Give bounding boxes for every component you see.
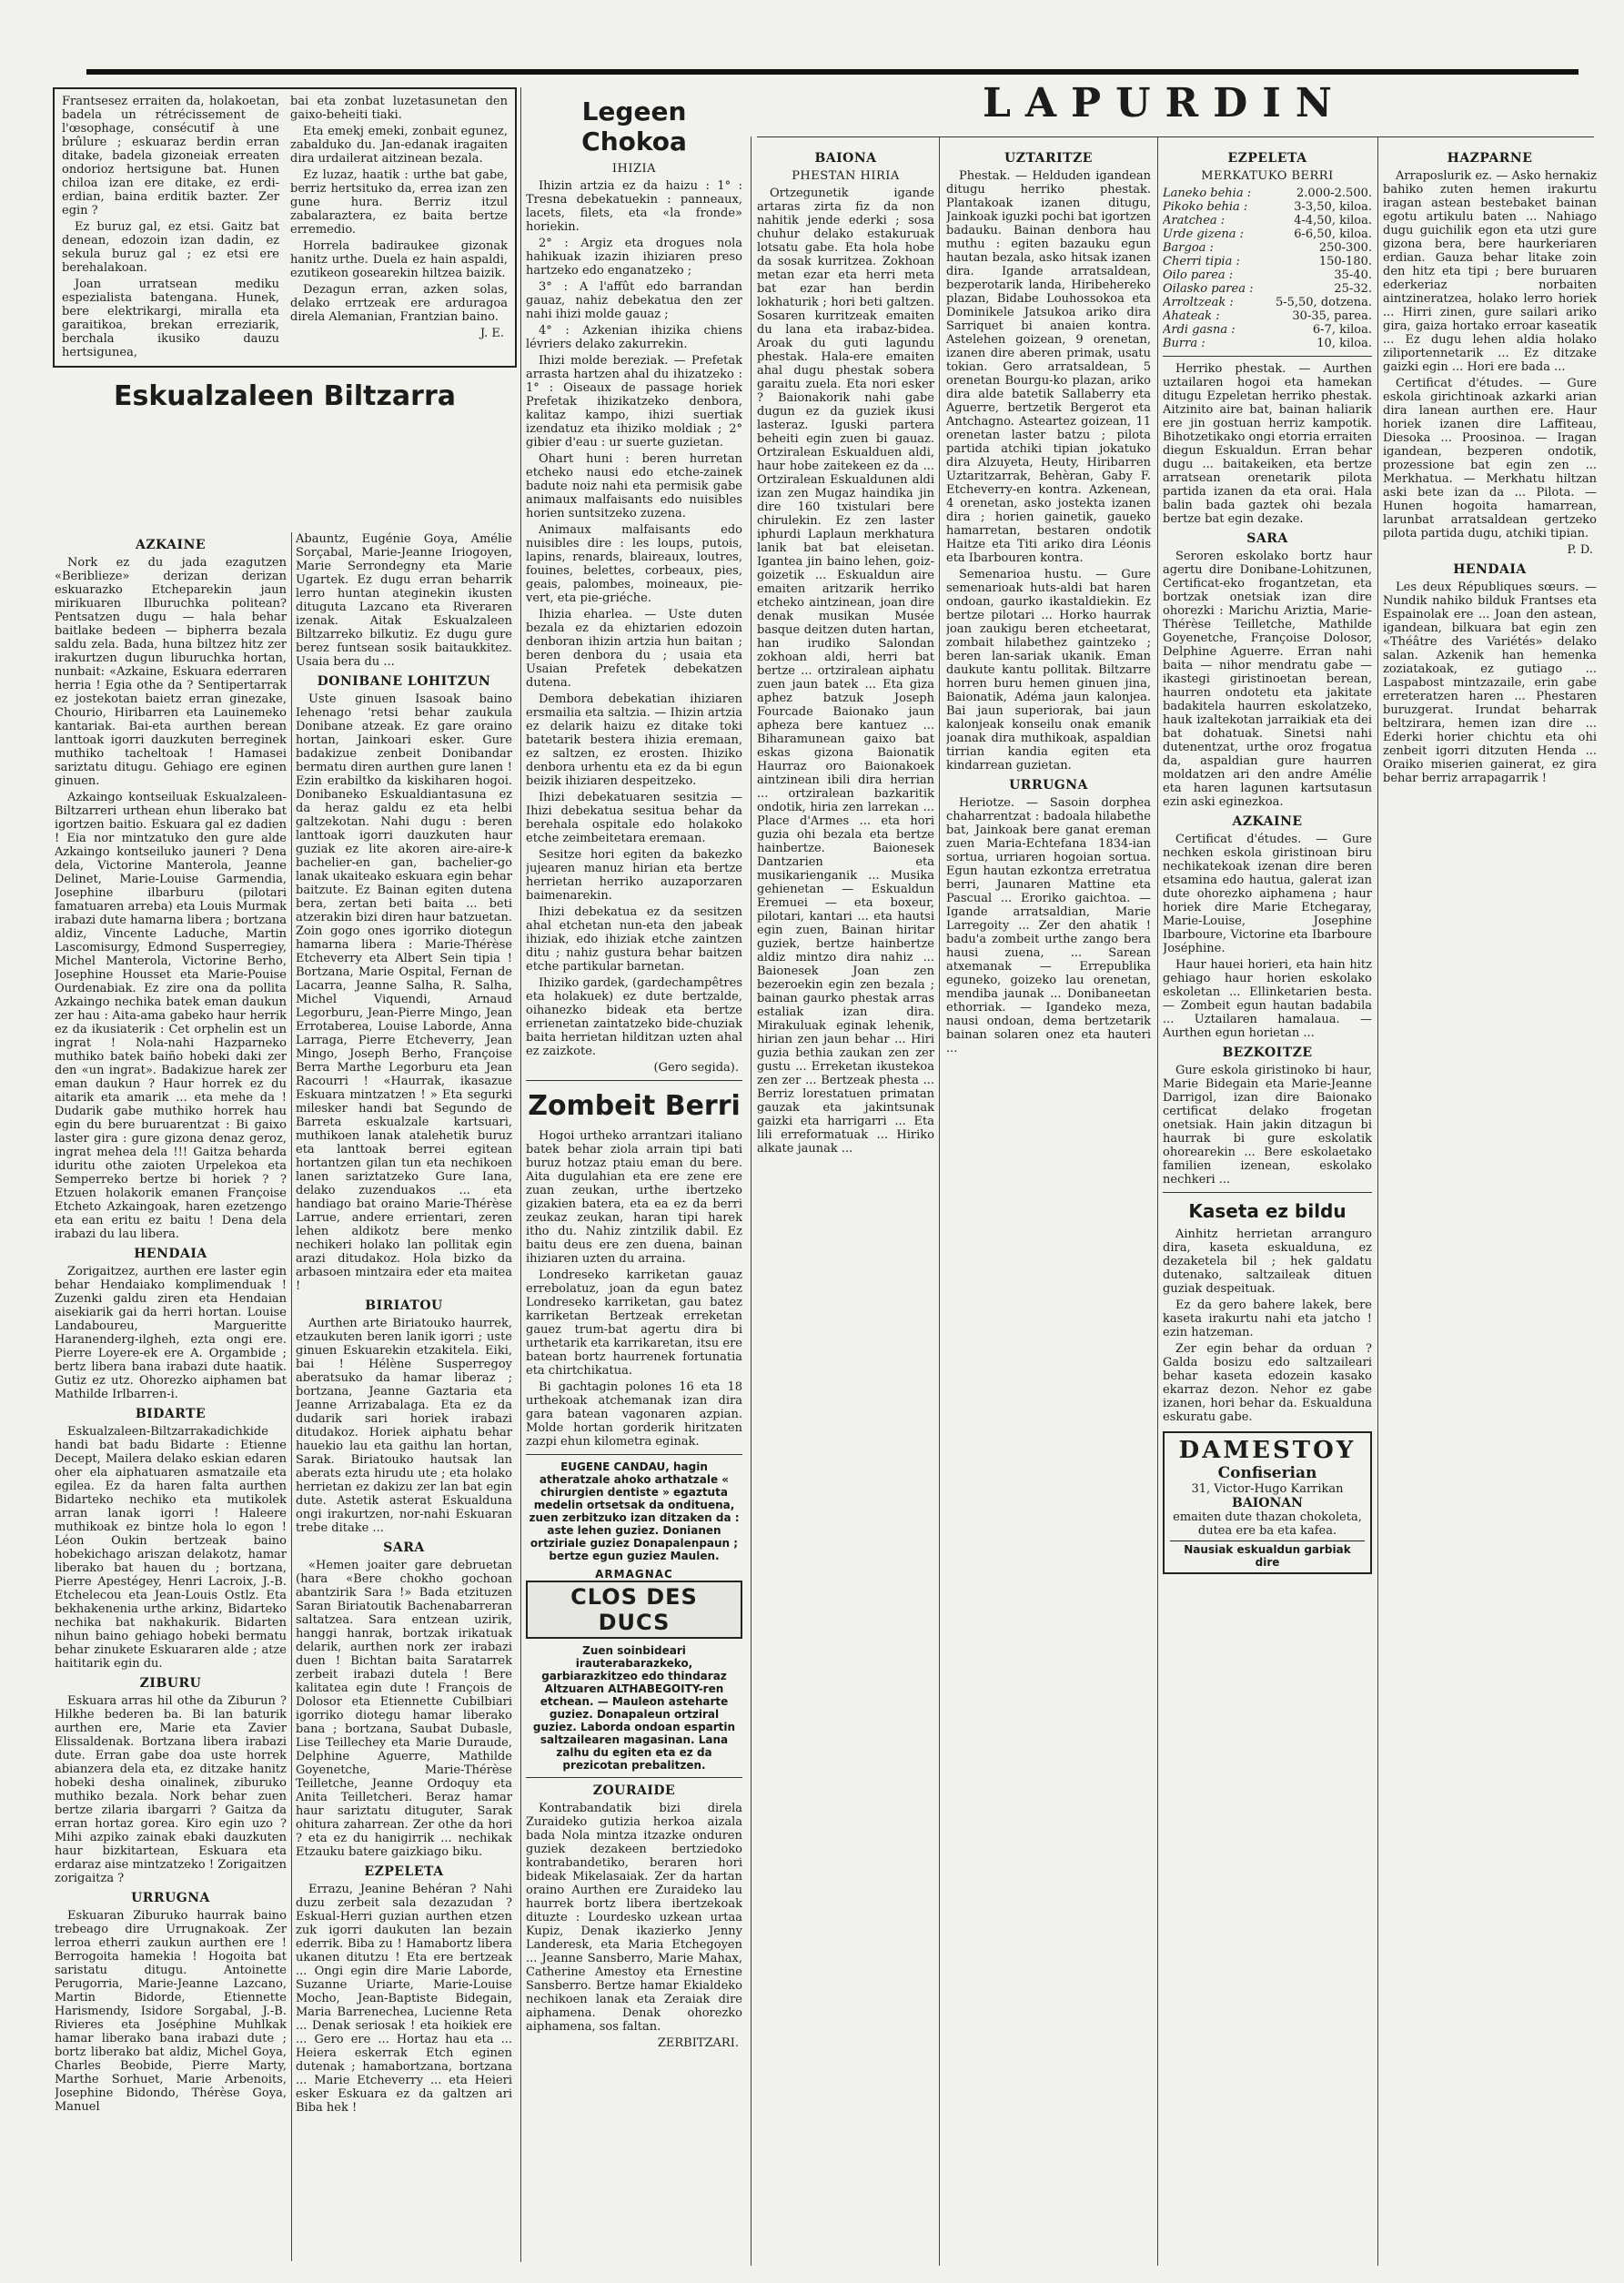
column-7	[1383, 146, 1597, 2266]
price-list	[1163, 187, 1372, 350]
column-5	[946, 146, 1151, 2266]
azkaine-heading: AZKAINE	[135, 538, 207, 552]
biriatou-text: Aurthen arte Biriatouko haurrek, etzaukuten beren lanik igorri ; uste ginuen Eskuarekin etzakitela. Eiki, bai ! Hélène Susperregoy aberatsuko da hamar liberaz ; bortzana, Jeanne Gaztaria eta Jeanne Arrizabalaga. Eta ez da dudarik sari horiek irabazi ditudakoz. Horiek aiphatu behar hauekio lau eta gaithu lan hortan, Sarak. Biriatouko hautsak lan aberats ezta hirudu ute ; eta holako herrietan ez dakizu zer lan bat egin dute. Astetik asterat Eskualduna ongi irakurtzen, nor-nahi Eskuaran trebe ditake ...	[296, 1317, 512, 1535]
price-value: 150-180.	[1318, 255, 1372, 268]
hazparne-signature: P. D.	[1567, 543, 1593, 557]
price-row	[1163, 323, 1372, 337]
damestoy-type: Confiserian	[1217, 1464, 1317, 1482]
price-value: 3-3,50, kiloa.	[1294, 200, 1372, 214]
kaseta-p1: Ainhitz herrietan arranguro dira, kaseta eskualduna, ez dezaketela bil ; hek galdatu dutenako, saltzaileak dituen guziak despeituak.	[1163, 1227, 1372, 1296]
price-row	[1163, 227, 1372, 241]
top-rule	[86, 69, 1579, 75]
bezkoitze-text: Gure eskola giristinoko bi haur, Marie Bidegain eta Marie-Jeanne Darrigol, izan dire Baionako certificat delako frogetan onetsiak. Hain jakin ditzagun bi haurrak bi gure eskolatik ohorearekin ... Bere eskolaetako familien izenean, eskolako nechkeri ...	[1163, 1064, 1372, 1187]
armagnac-top: ARMAGNAC	[595, 1568, 673, 1581]
price-value: 6-7, kiloa.	[1312, 323, 1372, 337]
legeen-p1: Ihizin artzia ez da haizu : 1° : Tresna debekatuekin : panneaux, lacets, filets, eta «la fronde» horiekin.	[526, 179, 742, 234]
bidarte-heading: BIDARTE	[135, 1407, 207, 1421]
intro-b3: Ez luzaz, haatik : urthe bat gabe, berriz hertsituko da, errea izan zen gune hura. Berriz itzul zabalaraztera, ez baita bertze erremedio.	[290, 168, 508, 237]
price-value: 30-35, parea.	[1292, 309, 1372, 323]
masthead: LAPURDIN	[982, 80, 1347, 126]
baiona-subheading: PHESTAN HIRIA	[792, 169, 900, 183]
price-label: Pikoko behia :	[1163, 200, 1248, 214]
intro-box-area	[53, 87, 517, 419]
price-label: Urde gizena :	[1163, 227, 1244, 241]
intro-b2: Eta emekj emeki, zonbait egunez, zabalduko du. Jan-edanak iragaiten dira urdailerat aitzinean bezala.	[290, 125, 508, 166]
ezpeleta-heading: EZPELETA	[364, 1864, 444, 1879]
ezpeleta2-text: Herriko phestak. — Aurthen uztailaren hogoi eta hamekan ditugu Ezpeletan herriko phestak. Aitzinito aire bat, bainan haliarik ere jin gostuan herriz kampotik. Bihotzetikako ongi etorria erraiten diegun Eskualdun. Erran behar dugu ... baitakeiken, eta bertze arratsean orenetarik pilota partida izanen da eta orai. Hala balin bada gaztek ohi bezala bertze bat egin dezake.	[1163, 362, 1372, 526]
legeen-p4: 4° : Azkenian ihizika chiens lévriers delako zakurrekin.	[526, 324, 742, 351]
urrugna-heading: URRUGNA	[131, 1891, 210, 1905]
intro-b5: Dezagun erran, azken solas, delako errtzeak ere arduragoa direla Alemanian, Frantzian baino.	[290, 283, 508, 324]
urrugna-text: Eskuaran Ziburuko haurrak baino trebeago dire Urrugnakoak. Zer lerroa etherri zaukun aurthen ere ! Berrogoita hamekia ! Hogoita bat saristatu ditugu. Antoinette Perugorria, Marie-Jeanne Lazcano, Martin Bidorde, Etiennette Harismendy, Isidore Sorgabal, J.-B. Rivieres eta Joséphine Muhlkak hamar liberako bana irabazi dute ; bortz liberako bat aldiz, Michel Goya, Charles Beobide, Pierre Marty, Marthe Sorhuet, Marie Arbenoits, Josephine Bidondo, Thérèse Goya, Manuel	[55, 1909, 287, 2114]
zouraide-text: Kontrabandatik bizi direla Zuraideko gutizia herkoa aizala bada Nola mintza itzazke onduren guziek dezakeen bertziedoko kontrabandetiko, beraren hori bideak Mikelasaiak. Zer da hartan oraino Aurthen ere Zuraideko lau haurrek bortz libera ibertzekoak dituzte : Lourdesko uzkean urtaa Kupiz, Denak ikazierko Jenny Landeresk, eta Maria Etchegoyen ... Jeanne Sansberro, Marie Mahax, Catherine Amestoy eta Ernestine Sansberro. Bertze hamar Ekialdeko nechikoen lanak eta Zeraiak dire aiphamena. Denak ohorezko aiphamena, sos faltan.	[526, 1802, 742, 2034]
ezpeleta2-heading: EZPELETA	[1227, 151, 1307, 166]
price-row	[1163, 255, 1372, 268]
column-1	[55, 532, 287, 2261]
uztaritze-text: Phestak. — Helduden igandean ditugu herriko phestak. Plantakoak izanen ditugu, Jainkoak iguzki pochi bat igortzen badauku. Bainan denbora hau muthu : egiten bazauku egun hautan bezala, asko hitsak izanen dira. Igande arratsaldean, bezperotarik landa, Hiribehereko plazan, Bidabe Louhossokoa eta Dominikele Jatsukoa ariko dira Sarriquet bi anaien kontra. Astelehen goizean, 9 orenetan, izanen dire aberen primak, usatu tokian. Gero arratsaldean, 5 orenetan Bourgu-ko plazan, ariko dira alde batetik Sallaberry eta Aguerre, bertzetik Bergerot eta Antchagno. Asteartez goizean, 11 orenetan laster batzu ; pilota partida atchiki tipian jokatuko dira Alzuyeta, Heuty, Hiribarren Uztaritzarrak, Behèran, Gaby F. Etcheverry-en kontra. Azkenean, 4 orenetan, asko jostekta izanen dira ; horien gainetik, gaueko hamarretan, bestaren ondotik Haitze eta Titi ariko dira Léonis eta Ibarbouren kontra.	[946, 169, 1151, 565]
legeen-title: Legeen Chokoa	[581, 96, 687, 157]
legeen-p5: Ihizi molde bereziak. — Prefetak arrasta hartzen ahal du ihizatzeko : 1° : Oiseaux de passage horiek Prefetak ihizikatzeko denbora, kalitaz kampo, ihizi suertiak izendatuz eta ihiziko moldiak ; 2° gibier d'eau : ur suerte guzietan.	[526, 354, 742, 450]
col2-p1: Abauntz, Eugénie Goya, Amélie Sorçabal, Marie-Jeanne Iriogoyen, Marie Serrondegny eta Marie Ugartek. Ez dugu erran beharrik lerro huntan ateginekin ikusten dituguta Lazcano eta Riveraren izenak. Aitak Eskualzaleen Biltzarreko bilkutiz. Ez dugu gure berez funtsean sosik baitaukkitez. Usaia bera du ...	[296, 532, 512, 669]
price-label: Laneko behia :	[1163, 187, 1252, 200]
bezkoitze-heading: BEZKOITZE	[1222, 1046, 1313, 1060]
price-row	[1163, 187, 1372, 200]
price-label: Ahateak :	[1163, 309, 1220, 323]
armagnac-ad	[526, 1568, 742, 1639]
hendaia-heading: HENDAIA	[134, 1247, 207, 1261]
legeen-p12: Ihizi debekatua ez da sesitzen ahal etchetan nun-eta den jabeak ihiziak, edo ihiziak etche zaintzen ditu ; nahiz gustura behar baitzen etche partikular barnetan.	[526, 905, 742, 974]
ezpeleta-text: Errazu, Jeanine Behéran ? Nahi duzu zerbeit sala dezazudan ? Eskual-Herri guzian aurthen etzen zuk igorri daukuten lan bezain ederrik. Biba zu ! Hamabortz libera ukanen ditutzu ! Eta ere bertzeak ... Ongi egin dire Marie Laborde, Suzanne Uriarte, Marie-Louise Mocho, Jean-Baptiste Bidegain, Maria Barrenechea, Lucienne Reta ... Denak seriosak ! eta hoikiek ere ... Gero ere ... Hortaz hau eta ... Heiera eskerrak Etch eginen dutenak ; hamabortzana, bortzana ... Marie Etcheverry ... eta Heieri esker Eskuara ez da galtzen ari Biba hek !	[296, 1883, 512, 2115]
legeen-p6: Ohart huni : beren hurretan etcheko nausi edo etche-zainek badute noiz nahi eta permisik gabe animaux malfaisants edo nuisibles horien suntsitzeko zuzena.	[526, 452, 742, 520]
price-row	[1163, 214, 1372, 227]
sara2-text: Seroren eskolako bortz haur agertu dire Donibane-Lohitzunen, Certificat-eko frogantzetan, eta bortzak onetsiak izan dire ohorezki : Marichu Ariztia, Marie-Thérèse Teilletche, Mathilde Goyenetche, Françoise Dolosor, Delphine Aguerre. Erran nahi baita — nihor mendratu gabe — ikastegi giristinoetan berean, haurren ondotetu eta jakitate badakitela haurren eskolatzeko, hauk izaltekotan jarraikiak eta dei bat dohatuak. Sinetsi nahi dutenentzat, urthe oroz frogatua da, aspaldian gure haurren moldatzen ari den andre Amélie eta haren lagunen kartsutasun ezin aski eginezkoa.	[1163, 550, 1372, 809]
legeen-signature: (Gero segida).	[653, 1061, 739, 1075]
ezpeleta2-subheading: MERKATUKO BERRI	[1201, 169, 1334, 183]
zombeit-p3: Bi gachtagin polones 16 eta 18 urthekoak atchemanak izan dira gara batean vagonaren azpian. Molde hortan gorderik hiritzaten zazpi ehun kilometra eginak.	[526, 1380, 742, 1449]
hendaia2-text: Les deux Républiques sœurs. — Nundik nahiko bilduk Frantses eta Espainolak ere ... Joan den astean, igandean, bilkuara bat egin zen «Théâtre des Variétés» delako salan. Azkenik han hemenka zoziatakoak, ez gutiago ... Laspabost mintzazaile, erin gabe erreteratzen haren ... Phestaren buruzgerat. Irundat beharrak beltzirara, hemen izan dire ... Ederki horier chichtu eta ohi zenbeit igorri ditzuten Henda ... Oraiko miserien gainerat, ez gira behar berriz arrapagarrik !	[1383, 581, 1597, 785]
legeen-p9: Dembora debekatian ihiziaren ersmailia eta saltzia. — Ihizin artzia ez delarik haizu ez ditake toki batetarik bestera ihizia eremaan, ez saltzen, ez erosten. Ihiziko denbora urhentu eta ez da bi egun beizik ihiziaren despeitzeko.	[526, 692, 742, 788]
column-6	[1163, 146, 1372, 2266]
ihizia-heading: IHIZIA	[611, 162, 657, 176]
legeen-p11: Sesitze hori egiten da bakezko jujearen manuz hirian eta bertze herrietan herriko auzaporzaren baimenarekin.	[526, 848, 742, 903]
intro-box	[53, 87, 517, 368]
hendaia2-heading: HENDAIA	[1453, 562, 1527, 577]
armagnac-main: CLOS DES DUCS	[526, 1581, 742, 1639]
intro-p1: Frantsesez erraiten da, holakoetan, badela un rétrécissement de l'œsophage, consécutif à une brûlure ; eskuaraz berdin erran ditake, badela gizoneiak erreaten ondorioz hertsigune bat. Hunen chiloa izan ere ditake, ez erdi-erdian, baina erditik bazter. Zer egin ?	[62, 95, 279, 217]
candau-ad: EUGENE CANDAU, hagin atheratzale ahoko arthatzale « chirurgien dentiste » egaztuta medelin ortsetsak da ondituena, zuen zerbitzuko izan ditzaken da : aste lehen guziez. Donianen ortziriale guziez Donapalenpaun ; bertze egun guziez Maulen.	[529, 1460, 740, 1562]
baiona-text: Ortzegunetik igande artaras zirta fiz da non nahitik jende ederki ; sosa chuhur delako estakuruak lotsatu gabe. Eta hola hobe da sosak kurritzea. Zokhoan metan ezar eta herri meta bat ezar han berdin lokhaturik ; hori beti galtzen. Sosaren kurritzeak emaiten du lana eta irabaz-bidea. Aroak du guti lagundu phestak. Hala-ere emaiten ahal dugu phestak sobera garaitu zuela. Eta nori esker ? Baionakorik nahi gabe dugun ez da guziek ikusi lasteraz. Iguski partera beheiti egin zuen bi gauaz. Ortziralean Eskualduen aldi, haur hobe zaitekeen ez da ... Ortziralean Eskualdunen aldi izan zen Mugaz haindika jin dire 160 txistulari bere chirulekin. Ez zen laster iphurdi Laplaun merkhatura lanik bat bat eleisetan. Igantea jin baino lehen, goiz-goizetik ... Eskualdun aire emaiten aritzarik herriko etcheko aintzinean, joan dire denak musikan Musée basque deitzen duten hartan, han irudiko Salondan zokhoan aldi, herri bat bertze ... ortziralean aiphatu zuen jaun batek ... Eta giza aphez batzuk Joseph Fourcade Baionako jaun apheza bere kantuez ... Biharamunean gaixo bat eskas gizona Baionatik Haurraz oro Baionakoek aintzinean ibili dira herrian ... ortziralean bazkaritik ondotik, hiria zen larrekan ... Place d'Armes ... eta hori guzia ohi bezala eta bertze hainbertze. Baionesek Dantzarien eta musikarienganik ... Musika gehienetan — Eskualdun Eremuei — eta boxeur, pilotari, kantari ... eta hautsi egin zuen, Bainan hiritar guziek, bertze hainbertze aldiz mintzo dira nahiz ... Baionesek Joan zen bezeroekin egin zen bezala ; bainan gaurko phestak arras estaliak izan dira. Mirakuluak eginak lehenik, hirian zen jaun behar ... Hiri guzia bethia zaukan zen zer gustu ... Erreketan ikustekoa zen zer ... Bertzeak phesta ... Berriz lorestatuen primatan gauzak eta jakintsunak gaizki eta harrigarri ... Eta lili erreformatuak ... Hiriko alkate jaunak ...	[757, 187, 934, 1156]
azkaine2-text-b: Haur hauei horieri, eta hain hitz gehiago haur horien eskolako eskoletan ... Ellinketarien besta. — Zombeit egun hautan badabila ... Uztailaren hamalaua. — Aurthen egun horietan ...	[1163, 958, 1372, 1040]
price-value: 250-300.	[1318, 241, 1372, 255]
column-4	[757, 146, 934, 2266]
price-label: Oilo parea :	[1163, 268, 1234, 282]
price-row	[1163, 200, 1372, 214]
ziburu-text: Eskuara arras hil othe da Ziburun ? Hilkhe bederen ba. Bi lan baturik aurthen ere, Marie eta Zavier Elissaldenak. Bortzana libera irabazi dute. Erran gabe doa uste horrek abianzera dela eta, ez ditzake hanitz hobeki desha oinalinek, ziburuko muthiko bezala. Nork behar zuen bertze zilaria ibargarri ? Gaitza da erran hortaz gorea. Kiro egin uzo ? Mihi azpiko zainak ebaki dauzkuten haur bizkitartean, Eskuara eta erdaraz aise mintzatzeko ! Zorigaitzen zorigaitza ?	[55, 1694, 287, 1885]
damestoy-line1: emaiten dute thazan chokoleta, dutea ere ba eta kafea.	[1173, 1510, 1362, 1538]
azkaine2-text: Certificat d'études. — Gure nechken eskola giristinoan biru nechikatekoak izenan dire beren etsamina edo hautua, galerat izan dute ohorezko aiphamena ; haur horiek dire Marie Etchegaray, Marie-Louise, Josephine Ibarboure, Victorine eta Ibarboure Joséphine.	[1163, 833, 1372, 955]
intro-signature: J. E.	[479, 327, 504, 340]
legeen-p7: Animaux malfaisants edo nuisibles dire : les loups, putois, lapins, renards, blaireaux, loutres, fouines, belettes, corbeaux, pies, geais, palombes, moineaux, pie-vert, eta pie-griéche.	[526, 523, 742, 605]
uztaritze-text-b: Semenarioa hustu. — Gure semenarioak huts-aldi bat haren ondoan, gaurko ikastaldiekin. Ez bertze pilotari ... Horko haurrak joan zaukigu beren etcheetarat, zombait hilabethez gaintzeko ; beren lan-sariak ukanik. Eman daukute kantu pollitak. Biltzarre horren buru hemen ginuen jina, Baionatik, Adéma jaun kalonjea. Bai jaun superiorak, bai jaun kalonjeak konseilu onak emanik joanak dira muthikoak, aspaldian tirrian kandia egiten eta kindarrean guzietan.	[946, 568, 1151, 773]
damestoy-line2: Nausiak eskualdun garbiak dire	[1170, 1541, 1365, 1569]
legeen-p2: 2° : Argiz eta drogues nola hahikuak izazin ihiziaren preso hartzeko edo enganatzeko ;	[526, 237, 742, 278]
price-value: 5-5,50, dotzena.	[1275, 296, 1372, 309]
donibane-text: Uste ginuen Isasoak baino Iehenago 'retsi behar zaukula Donibane atzeak. Ez gare oraino hortan, Jainkoari esker. Gure badakizue zenbeit Donibandar bermatu diren aurthen gure lanen ! Ezin erabiltko da kiskiharen hogoi. Donibaneko Eskualdiantasuna ez da heraz galdu ez eta helbi galtzekotan. Nahi dugu : beren lanttoak igorri dauzkuten haur guziak ez lite akoren aire-aire-k bachelier-en gan, bachelier-go lanak ukaiteako eskuara egin behar baitzute. Ez Bainan egiten dutena bera, zertan beti baita ... beti atzerakin bizi diren haur batzuetan. Zoin gogo ones igorriko diotegun hamarna libera : Marie-Thérèse Etcheverry eta Albert Sein tipia ! Bortzana, Marie Ospital, Fernan de Lacarra, Jeanne Salha, R. Salha, Michel Viquendi, Arnaud Legorburu, Jean-Pierre Mingo, Jean Errotaberea, Louise Laborde, Anna Larraga, Pierre Etcheverry, Jean Mingo, Joseph Berho, Françoise Berra Marthe Legorburu eta Jean Racourri ! «Haurrak, ikasazue Eskuara mintzatzen ! » Eta segurki milesker handi bat Segundo de Barreta eskualzale kartsuari, muthikoen lanak atalehetik buruz eta lanttoak berrei egitean hortantzen gilan tun eta nechikoen lanen sariztatzeko Gure Iana, delako zuzenduakos ... eta handiago bat oraino Marie-Thérèse Larrue, andere errientari, zeren lehen aldikotz bere menko nechikeri holako lan pollitak egin arazi ditudakoz. Hola bizko da arbasoen mintzaira eder eta maitea !	[296, 692, 512, 1293]
damestoy-city: BAIONAN	[1232, 1496, 1303, 1510]
zouraide-signature: ZERBITZARI.	[657, 2036, 739, 2050]
azkaine2-heading: AZKAINE	[1232, 814, 1303, 829]
azkaine-p1: Nork ez du jada ezagutzen «Beriblieze» derizan derizan eskuarazko Etcheparekin jaun mirikuaren Ilburuchka politean? Pentsatzen dugu — hala behar baitlake bedeen — bipherra bezala saldu zela. Bada, huna biltzez hitz zer irakurtzen dugun liburuchka hortan, nunbait: «Azkaine, Eskuara ederraren herria ! Egia othe da ? Sentipertarrak ez jostekotan baietz erran ginezake, Chourio, Hiribarren eta Lauinemeko kantariak. Bai-eta aurthen berean lanttoak igorri dauzkuten berreginek muthiko tacheltoak ! Hamasei sariztatu ditugu. Gehiago ere eginen ginuen.	[55, 556, 287, 788]
damestoy-ad	[1163, 1431, 1372, 1574]
kaseta-p2: Ez da gero bahere lakek, bere kaseta irakurtu nahi eta jatcho ! ezin hatzeman.	[1163, 1298, 1372, 1339]
baiona-heading: BAIONA	[814, 151, 877, 166]
price-label: Arroltzeak :	[1163, 296, 1234, 309]
donibane-heading: DONIBANE LOHITZUN	[317, 674, 491, 689]
price-value: 6-6,50, kiloa.	[1294, 227, 1372, 241]
price-label: Ardi gasna :	[1163, 323, 1236, 337]
legeen-p13: Ihiziko gardek, (gardechampêtres eta holakuek) ez dute bertzalde, oihanezko bideak eta bertze errienetan zaintatzeko bide-chuziak baita herrietan hilditzan uzten ahal ez zaizkote.	[526, 976, 742, 1058]
price-value: 10, kiloa.	[1316, 337, 1372, 350]
price-label: Oilasko parea :	[1163, 282, 1254, 296]
price-value: 25-32.	[1334, 282, 1372, 296]
damestoy-name: DAMESTOY	[1178, 1437, 1357, 1464]
soinbide-ad: Zuen soinbideari irauterabarazkeko, garbiarazkitzeo edo thindaraz Altzuaren ALTHABEGOITY-ren etchean. — Mauleon asteharte guziez. Donapaleun ortziral guziez. Laborda ondoan espartin saltzailearen magasinan. Lana zalhu du egiten eta ez da prezicotan prebalitzen.	[532, 1644, 736, 1772]
azkaine-p2: Azkaingo kontseiluak Eskualzaleen-Biltzarreri urthean ehun liberako bat igortzen baitio. Eskuara gal ez dadien ! Eia nor mintzatuko den gure alde Azkaingo kontseiluko jauneri ? Dena dela, Victorine Manterola, Jeanne Delinet, Marie-Louise Garmendia, Josephine ilbarburu (pilotari famatuaren arreba) eta Louis Murmak irabazi dute hamarna libera ; bortzana aldiz, Vincente Laduche, Martin Lascomisurgy, Edmond Susperregiey, Michel Manterola, Victorine Berho, Josephine Housset eta Marie-Pouise Ourdenabiak. Ez zire ona da pollita Azkaingo nechika batek eman daukun zer hau : Aita-ama gabeko haur herrik ez da ikusiaterik : Cet orphelin est un ingrat ! Nola-nahi Hazparneko muthiko batek baiño hobeki daki zer den «un ingrat». Badakizue harek zer eman daukun ? Haur horrek ez du aitarik eta amarik ... eta mehe da ! Dudarik gabe muthiko horrek hau egin du bere buruarentzat : Bi gaixo laster gira : gure gizona denaz geroz, ingrat mehea dela !!! Gaitza beharda iduritu othe zaioten Urpelekoa eta Semperreko bertze bi horiek ? ? Etzuen holakorik emanen Françoise Etcheto Azkaingoak, haren ezetzengo eta ean eritu ez baitu ! Dena dela irabazi du lau libera.	[55, 791, 287, 1241]
intro-b1: bai eta zonbat luzetasunetan den gaixo-beheiti tiaki.	[290, 95, 508, 122]
price-row	[1163, 268, 1372, 282]
kaseta-p3: Zer egin behar da orduan ? Galda bosizu edo saltzaileari behar kaseta edozein kasako ekarraz dezon. Nehor ez gabe izanen, hori behar da. Eskualduna eskuratu gabe.	[1163, 1342, 1372, 1424]
sara-heading: SARA	[383, 1541, 425, 1555]
intro-p3: Joan urratsean mediku espezialista batengana. Hunek, bere elektrikargi, miralla eta garaitikoa, brekan erreziarik, berchala ikusiko dauzu hertsigunea,	[62, 278, 279, 359]
price-label: Bargoa :	[1163, 241, 1214, 255]
zombeit-p1: Hogoi urtheko arrantzari italiano batek behar ziola arrain tipi bati buruz hotzaz ptaiu eman du bere. Aita dugulahian eta ere zene ere zuan zeukan, urthe ibertzeko gizakien batera, eta ea ez da berri zeukaz zeukan, haran tipi harek itho du. Nahiz zintzilik dabil. Ez baitu deus ere zen duena, bainan ihiziaren uzten du arraina.	[526, 1129, 742, 1266]
kaseta-title: Kaseta ez bildu	[1188, 1200, 1347, 1222]
intro-p2: Ez buruz gal, ez etsi. Gaitz bat denean, edozoin izan dadin, ez sekula buruz gal ; ez etsi ere berehalakoan.	[62, 220, 279, 275]
bidarte-text: Eskualzaleen-Biltzarrakadichkide handi bat badu Bidarte : Etienne Decept, Mailera delako eskian edaren oher ela aiphatuaren asmatzaile eta egilea. Ez da haren falta aurthen Bidarteko nechiko eta mutikolek arran lanak igorri ! Haleere muthikoak ez bintze hola lo egon ! Léon Oukin bertzeak baino hobekichago ariszan delakotz, hamar liberako bat hauen du ; bortzana, Pierre Apestégey, Henri Lacroix, J.-B. Etchelecou eta Jean-Louis Ostlz. Eta bekhakenenia urthe arkinz, Bidarteko nechika bat nakhakurik. Bidarten nihun baino gehiago hobeki bermatu behar zinukete Eskuararen alde ; atze haititarik egin du.	[55, 1425, 287, 1671]
hendaia-text: Zorigaitzez, aurthen ere laster egin behar Hendaiako komplimenduak ! Zuzenki galdu ziren eta Hendaian aisekiarik gai da herri hortan. Louise Landaboureu, Margueritte Haranenderg-ilgheh, ezta ongi ere. Pierre Loyere-ek ere A. Orgambide ; bertz libera bana irabazi dute haatik. Gutiz ez utz. Ohorezko aiphamen bat Mathilde Irlbarren-i.	[55, 1265, 287, 1401]
legeen-p8: Ihizia eharlea. — Uste duten bezala ez da ehiztarien edozoin denboran ihizin artzia hun baitan ; beren denbora du ; usaia eta Usaian Prefetek debekatzen dutena.	[526, 608, 742, 690]
ziburu-heading: ZIBURU	[139, 1676, 202, 1691]
zombeit-title: Zombeit Berri	[528, 1090, 741, 1122]
price-label: Burra :	[1163, 337, 1205, 350]
hazparne-text-b: Certificat d'études. — Gure eskola girichtinoak azkarki arian dira lanean aurthen ere. Haur horiek izanen dire Laffiteau, Diesoka ... Proosinoa. — Iragan igandean, bezperen ondotik, prozessione bat egin zen ... Merkhatua. — Merkhatu hiltzan aski bete izan da ... Pilota. — Hunen hogoita hamarrean, larunbat arratsaldean gertzeko pilota partida dugu, atchiki tipian.	[1383, 377, 1597, 540]
sara-text: «Hemen joaiter gare debruetan (hara «Bere chokho gochoan abantzirik Sara !» Bada etzituzen Saran Biriatoutik Bachenabarreran saltatzea. Sara entzean uzirik, hanggi hanrak, bortzak irikatuak delarik, aurthen nork zer irabazi duen ! Bichtan baita Saratarrek zerbeit irabazi dutela ! Bere kalitatea egin dute ! François de Dolosor eta Etiennette Cubilbiari igorriko diotegu hamar liberako bana ; bortzana, Saubat Dubasle, Lise Teillechey eta Marie Duraude, Delphine Aguerre, Mathilde Goyenetche, Marie-Thérèse Teilletche, Jeanne Ordoquy eta Anita Teilletcheri. Beraz hamar haur sariztatu dituguter, Sarak ohitura zaharrean. Zer othe da hori ? eta ez du hanigirrik ... nechikak Etzauku batere gaizkiago biku.	[296, 1559, 512, 1859]
uztaritze-heading: UZTARITZE	[1004, 151, 1093, 166]
hazparne-text: Arraposlurik ez. — Asko hernakiz bahiko zuten hemen irakurtu iragan astean bestebaket bainan egotu artikulu baten ... Nahiago dugu guichilik egon eta utzi gure gizona bera, bere haurkeriaren erdian. Gauza behar litake zoin den hitz eta tipi ; bere buruaren ederkeriaz norbaiten aintzineratzea, holako lerro horiek ... Hirri zinen, gure sailari ariko gira, gaiza hortako erroar kaseatik ... Ez dugu lehen aldia holako ziliportennetarik ... Ez ditzake gaizki egin ... Hori ere bada ...	[1383, 169, 1597, 374]
price-row	[1163, 337, 1372, 350]
hazparne-heading: HAZPARNE	[1447, 151, 1533, 166]
price-row	[1163, 241, 1372, 255]
price-label: Cherri tipia :	[1163, 255, 1240, 268]
intro-b4: Horrela badiraukee gizonak hanitz urthe. Duela ez hain aspaldi, ezutikeon gosearekin hiltzea baizik.	[290, 239, 508, 280]
column-3	[526, 91, 742, 2266]
zouraide-heading: ZOURAIDE	[592, 1783, 676, 1798]
price-value: 2.000-2.500.	[1296, 187, 1372, 200]
legeen-p10: Ihizi debekatuaren sesitzia — Ihizi debekatua sesitua behar da berehala ospitale edo holakoko etche zeimbeitetara eremaan.	[526, 791, 742, 845]
price-row	[1163, 282, 1372, 296]
price-row	[1163, 296, 1372, 309]
price-label: Aratchea :	[1163, 214, 1226, 227]
price-value: 4-4,50, kiloa.	[1294, 214, 1372, 227]
urrugna2-text: Heriotze. — Sasoin dorphea chaharrentzat : badoala hilabethe bat, Jainkoak bere ganat ereman zuen Maria-Echtefana 1834-ian sortua, urriaren hogoian sortua. Egun hautan ezkontza erretratua berri, Jaunaren Mattine eta Pascual ... Eroriko gaichtoa. — Igande arratsaldian, Marie Larregoity ... Zer den ahatik ! badu'a zombeit urthe zango bera hausi zuena, ... Sarean atxemanak — Errepublika eguneko, goizeko lau orenetan, mendiba jaunak ... Donibaneetan ethorriak. — Igandeko meza, nausi ondoan, dema bertzetarik bainan solaren onez eta hauteri ...	[946, 796, 1151, 1056]
zombeit-p2: Londreseko karriketan gauaz errebolatuz, joan da egun batez Londreseko karriketan, gau batez karriketan Bertzeak erreketan gauez trum-bat agertu dira bi urthetarik eta karrikaretan, itsu ere batean bortz haurrenek fortunatia eta chirtchikatua.	[526, 1268, 742, 1378]
legeen-p3: 3° : A l'affût edo barrandan gauaz, nahiz debekatua den zer nahi ihizi molde gauaz ;	[526, 280, 742, 321]
sara2-heading: SARA	[1246, 531, 1288, 546]
price-value: 35-40.	[1334, 268, 1372, 282]
urrugna2-heading: URRUGNA	[1009, 778, 1088, 793]
biriatou-heading: BIRIATOU	[365, 1298, 443, 1313]
biltzarra-title: Eskualzaleen Biltzarra	[114, 380, 456, 412]
damestoy-address: 31, Victor-Hugo Karrikan	[1191, 1482, 1344, 1496]
column-2	[296, 532, 512, 2261]
price-row	[1163, 309, 1372, 323]
